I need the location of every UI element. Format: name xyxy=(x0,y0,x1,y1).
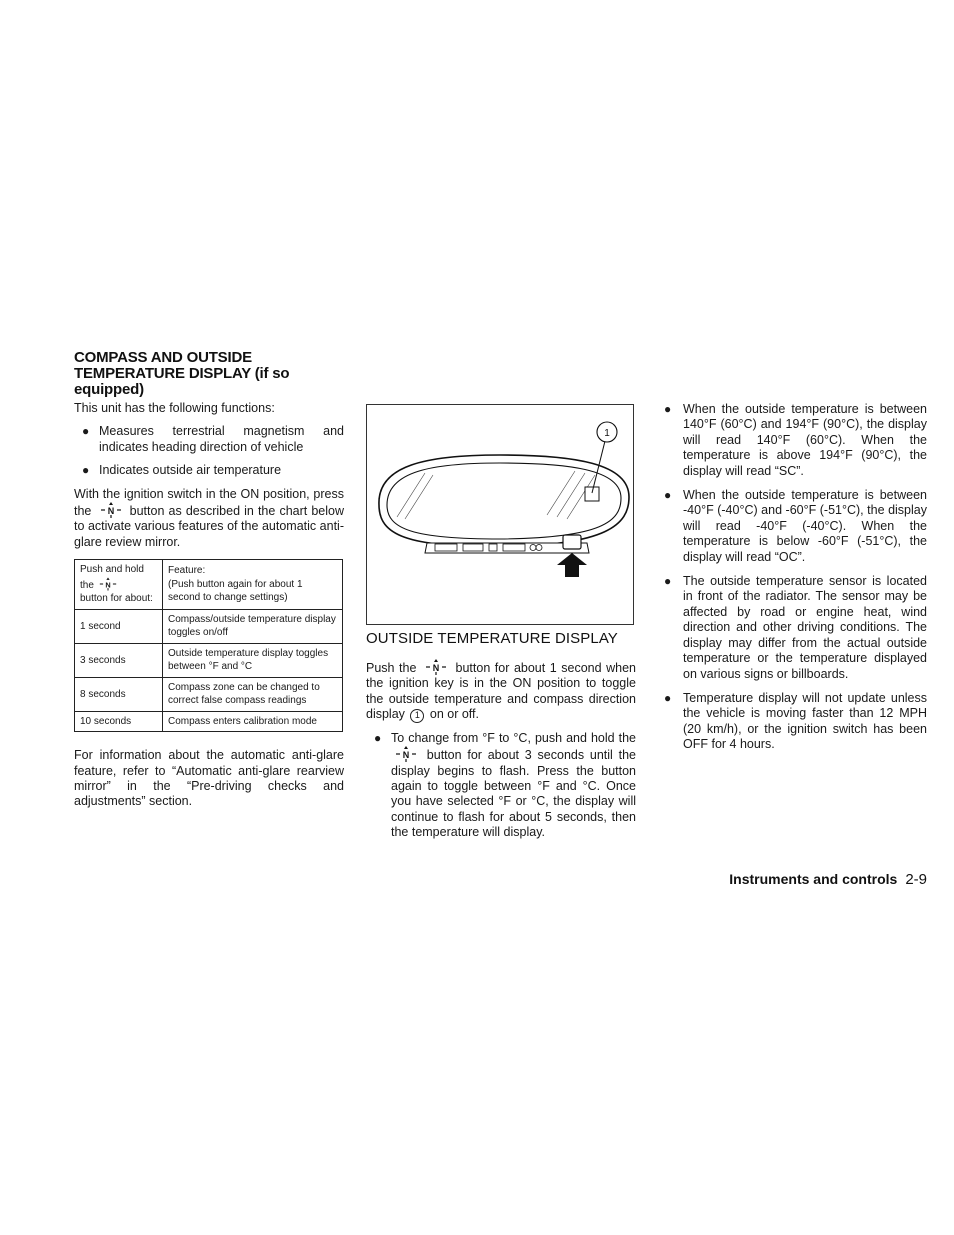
figure-callout-number: 1 xyxy=(604,428,610,439)
list-item xyxy=(656,691,927,753)
bullet-icon: ● xyxy=(664,402,672,416)
table-cell-time: 1 second xyxy=(75,609,163,643)
compass-button-icon xyxy=(99,577,117,591)
heading-line-2-main: TEMPERATURE DISPLAY xyxy=(74,365,251,382)
table-header-right: Feature: (Push button again for about 1 second to change settings) xyxy=(163,560,343,610)
temperature-notes-list xyxy=(656,402,927,753)
ignition-text-b: button as described in the chart below to activate various features of the automatic anti-glare review mirror. xyxy=(74,504,345,549)
mirror-figure xyxy=(366,404,634,625)
button-function-table xyxy=(74,559,343,732)
heading-line-2-rest: (if so xyxy=(250,365,290,382)
bullet-icon: ● xyxy=(664,488,672,503)
table-cell-feature: Compass zone can be changed to correct false compass readings xyxy=(163,677,343,711)
list-item-text: When the outside temperature is between 140°F (60°C) and 194°F (90°C), the display will read 140°F (60°C). When the temperature is above 194°F (90°C), the display will read “SC”. xyxy=(683,402,927,478)
bullet-icon: ● xyxy=(664,690,672,705)
compass-button-icon xyxy=(100,502,122,518)
list-item xyxy=(74,424,344,455)
header-left-the: the xyxy=(80,579,94,591)
list-item-text-b: button for about 3 seconds until the display begins to flash. Press the button again to toggle between °F and °C. Once you have selected °F or °C, the display will continue to flash for about 5 seconds, then the temperature will display. xyxy=(391,748,636,840)
page-number: 2-9 xyxy=(905,871,927,888)
push-text-b: button for about 1 second when the ignition key is in the ON position to toggle the outside temperature and compass direction display xyxy=(366,661,636,722)
header-left-line-2 xyxy=(80,577,157,593)
ignition-paragraph xyxy=(74,487,344,551)
function-list xyxy=(74,424,344,478)
list-item xyxy=(656,574,927,682)
list-item-text: Indicates outside air temperature xyxy=(99,463,282,478)
table-header-row xyxy=(75,560,343,610)
list-item-text: Temperature display will not update unless the vehicle is moving faster than 12 MPH (20 km/h), or the ignition switch has been OFF for 4 hours. xyxy=(683,690,927,752)
table-cell-feature: Outside temperature display toggles between °F and °C xyxy=(163,643,343,677)
table-cell-feature: Compass enters calibration mode xyxy=(163,711,343,732)
compass-button-icon xyxy=(395,746,417,762)
column-right xyxy=(656,402,927,762)
section-heading xyxy=(74,350,344,398)
heading-line-3: equipped) xyxy=(74,381,144,398)
header-left-line-1: Push and hold xyxy=(80,564,144,576)
bullet-icon: ● xyxy=(374,730,382,745)
list-item-text: The outside temperature sensor is located in front of the radiator. The sensor may be affected by road or engine heat, wind direction and other driving conditions. The display may differ from the actual outside temperature or the temperature displayed on various signs or billboards. xyxy=(683,574,927,681)
svg-text:N: N xyxy=(105,580,111,590)
heading-line-1: COMPASS AND OUTSIDE xyxy=(74,349,252,366)
list-item xyxy=(74,463,344,478)
compass-button-icon xyxy=(425,659,447,675)
subsection-heading: OUTSIDE TEMPERATURE DISPLAY xyxy=(366,630,618,647)
bullet-icon: ● xyxy=(82,424,90,439)
callout-1-icon: 1 xyxy=(410,709,424,723)
compass-button-figure xyxy=(563,535,581,549)
push-text-a: Push the xyxy=(366,661,417,675)
list-item-text: Measures terrestrial magnetism and indicates heading direction of vehicle xyxy=(99,424,344,454)
list-item-text: When the outside temperature is between -40°F (-40°C) and -60°F (-51°C), the display will read -40°F (-40°C). When the temperature is below -60°F (-51°C), the display will read “OC”. xyxy=(683,488,927,564)
bullet-icon: ● xyxy=(664,574,672,589)
svg-text:N: N xyxy=(107,506,114,517)
table-row xyxy=(75,609,343,643)
column-left xyxy=(74,350,344,810)
table-row xyxy=(75,711,343,732)
rearview-mirror-illustration xyxy=(367,405,633,624)
page-footer xyxy=(729,871,927,888)
push-paragraph xyxy=(366,659,636,723)
intro-text: This unit has the following functions: xyxy=(74,401,275,415)
list-item xyxy=(366,731,636,841)
unit-toggle-list xyxy=(366,731,636,841)
push-text-c: on or off. xyxy=(429,707,479,722)
table-cell-time: 3 seconds xyxy=(75,643,163,677)
svg-text:N: N xyxy=(402,750,410,761)
table-cell-feature: Compass/outside temperature display toggles on/off xyxy=(163,609,343,643)
table-cell-time: 8 seconds xyxy=(75,677,163,711)
table-row xyxy=(75,643,343,677)
table-row xyxy=(75,677,343,711)
list-item xyxy=(656,402,927,479)
header-left-line-3: button for about: xyxy=(80,593,153,605)
table-cell-time: 10 seconds xyxy=(75,711,163,732)
list-item-text-a: To change from °F to °C, push and hold the xyxy=(391,730,636,745)
column-middle xyxy=(366,630,636,849)
bullet-icon: ● xyxy=(82,463,90,478)
table-header-left xyxy=(75,560,163,610)
closing-paragraph: For information about the automatic anti-glare feature, refer to “Automatic anti-glare rearview mirror” in the “Pre-driving checks and adjustments” section. xyxy=(74,748,344,809)
ignition-text-a: With the ignition switch in the ON position, press the xyxy=(74,486,344,519)
arrow-icon xyxy=(557,553,587,577)
list-item xyxy=(656,488,927,565)
heading-line-2 xyxy=(74,366,344,382)
footer-section-title: Instruments and controls xyxy=(729,871,898,887)
svg-text:N: N xyxy=(432,663,440,673)
